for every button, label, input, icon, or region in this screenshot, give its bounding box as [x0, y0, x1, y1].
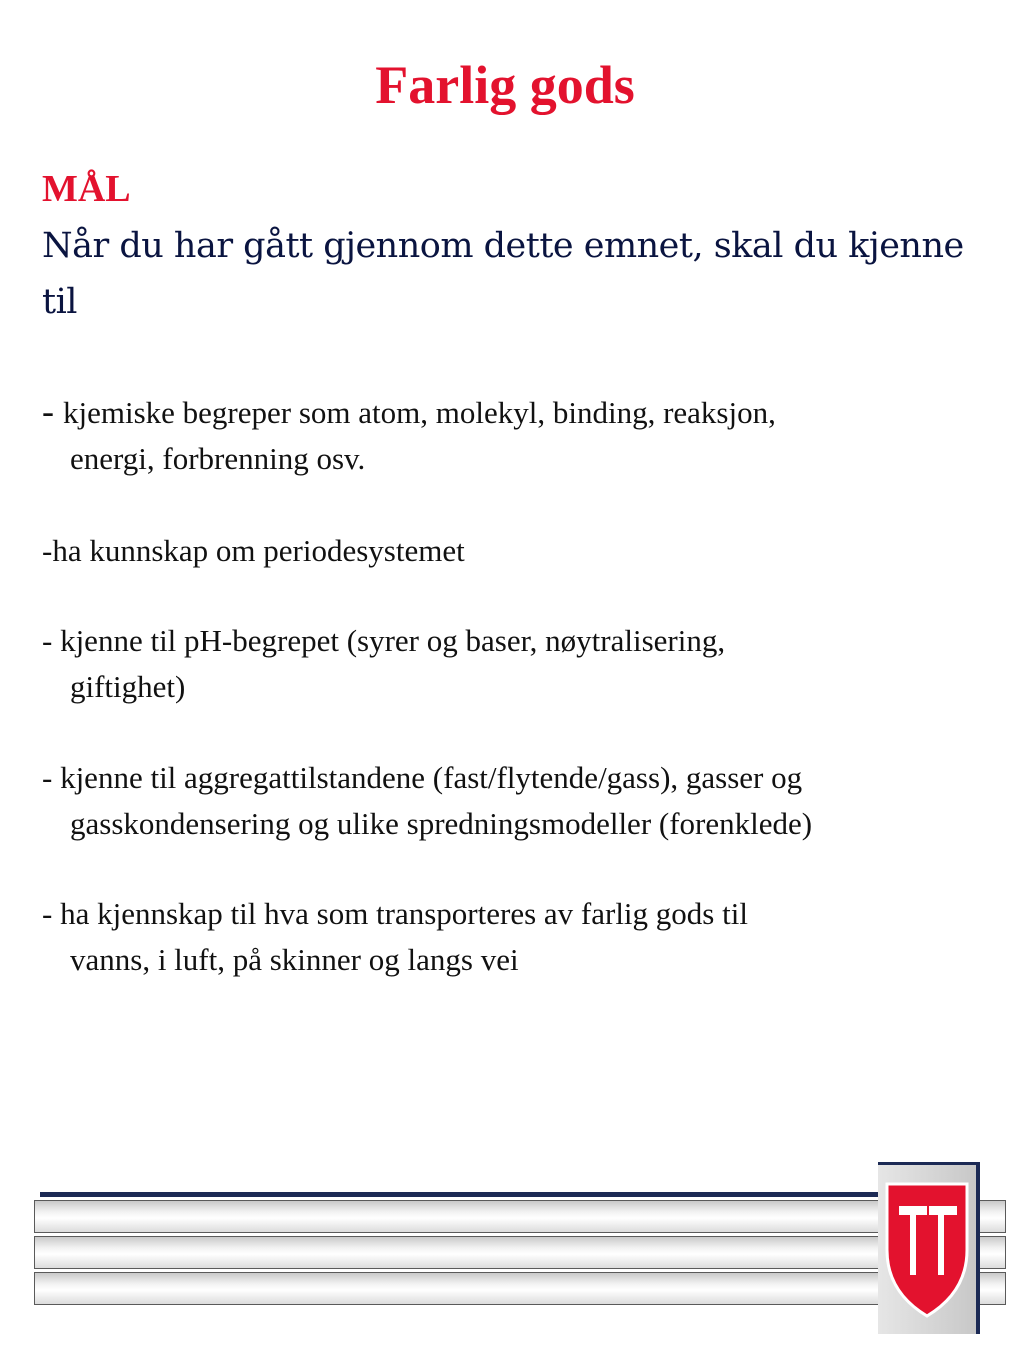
bullet-line: kjemiske begreper som atom, molekyl, binding, reaksjon, [63, 395, 776, 430]
bullet-item [42, 388, 992, 482]
bullet-line-continued: vanns, i luft, på skinner og langs vei [70, 942, 519, 977]
bullet-line: - kjenne til aggregattilstandene (fast/flytende/gass), gasser og [42, 760, 803, 795]
bullet-line-continued: gasskondensering og ulike spredningsmodeller (forenklede) [70, 806, 813, 841]
footer-divider [40, 1192, 880, 1197]
bullet-line-continued: energi, forbrenning osv. [70, 441, 366, 476]
footer-bar-3 [34, 1272, 1006, 1305]
footer-bar-2 [34, 1236, 1006, 1269]
red-shield-hammers-icon [883, 1180, 971, 1322]
bullet-item [42, 618, 992, 710]
bullet-item [42, 891, 992, 983]
bullet-line: - ha kjennskap til hva som transporteres av farlig gods til [42, 896, 748, 931]
bullet-line: -ha kunnskap om periodesystemet [42, 533, 465, 568]
intro-text: Når du har gått gjennom dette emnet, skal du kjenne til [42, 226, 964, 322]
bullet-line-continued: giftighet) [70, 669, 186, 704]
bullet-item [42, 528, 992, 574]
slide-title: Farlig gods [375, 55, 635, 115]
bullet-item [42, 755, 992, 847]
bullet-dash: - [42, 391, 63, 431]
bullet-line: - kjenne til pH-begrepet (syrer og baser, nøytralisering, [42, 623, 726, 658]
goal-heading: MÅL [42, 168, 131, 210]
footer-bar-1 [34, 1200, 1006, 1233]
